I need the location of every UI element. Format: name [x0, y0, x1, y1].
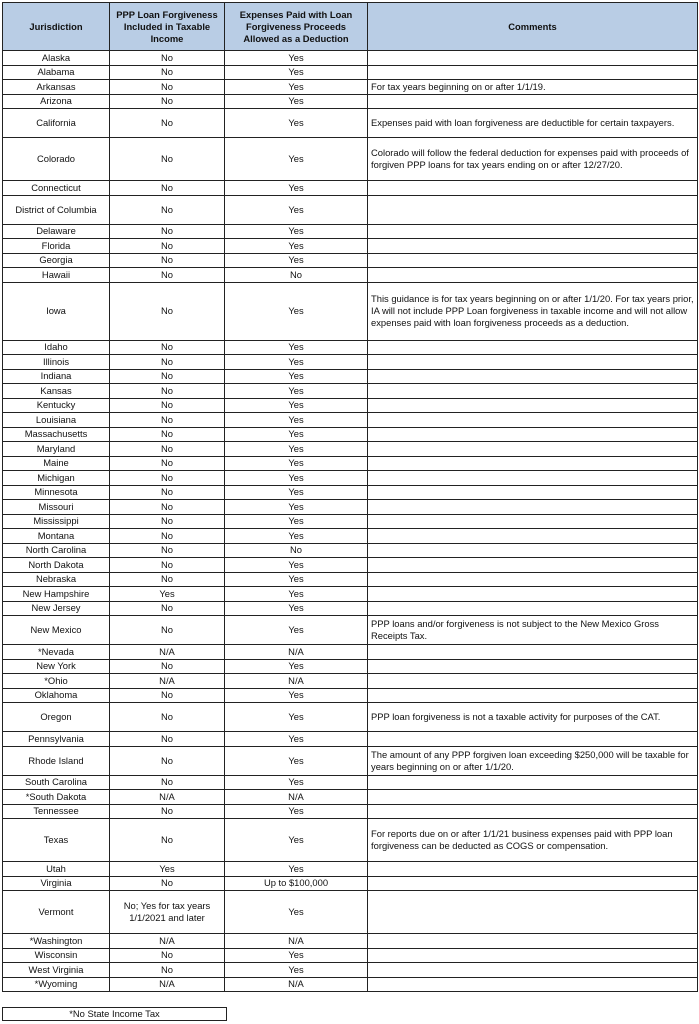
table-row [3, 195, 698, 224]
comment-cell [368, 587, 698, 602]
table-row [3, 282, 698, 340]
income-cell: No [110, 239, 225, 254]
table-header-row [3, 3, 698, 51]
comment-cell [368, 427, 698, 442]
deduction-cell: Yes [225, 456, 368, 471]
deduction-cell: No [225, 543, 368, 558]
jurisdiction-cell: Oregon [3, 703, 110, 732]
jurisdiction-cell: North Carolina [3, 543, 110, 558]
deduction-cell: No [225, 268, 368, 283]
deduction-cell: Yes [225, 181, 368, 196]
comment-cell: Expenses paid with loan forgiveness are deductible for certain taxpayers. [368, 109, 698, 138]
comment-cell [368, 963, 698, 978]
comment-cell [368, 413, 698, 428]
income-cell: No [110, 948, 225, 963]
jurisdiction-cell: Maryland [3, 442, 110, 457]
table-row [3, 732, 698, 747]
jurisdiction-cell: Rhode Island [3, 746, 110, 775]
table-row [3, 413, 698, 428]
table-row [3, 543, 698, 558]
deduction-cell: Yes [225, 427, 368, 442]
comment-cell [368, 674, 698, 689]
table-body [3, 51, 698, 992]
income-cell: No [110, 703, 225, 732]
jurisdiction-cell: Minnesota [3, 485, 110, 500]
table-row [3, 471, 698, 486]
comment-cell [368, 948, 698, 963]
table-row [3, 601, 698, 616]
deduction-cell: Yes [225, 224, 368, 239]
table-row [3, 239, 698, 254]
table-row [3, 340, 698, 355]
comment-cell [368, 456, 698, 471]
income-cell: No [110, 427, 225, 442]
income-cell: Yes [110, 862, 225, 877]
table-row [3, 442, 698, 457]
income-cell: No [110, 529, 225, 544]
jurisdiction-cell: Georgia [3, 253, 110, 268]
income-cell: No [110, 398, 225, 413]
jurisdiction-cell: Massachusetts [3, 427, 110, 442]
table-row [3, 485, 698, 500]
table-row [3, 514, 698, 529]
comment-cell [368, 195, 698, 224]
jurisdiction-cell: Michigan [3, 471, 110, 486]
deduction-cell: Yes [225, 659, 368, 674]
deduction-cell: Yes [225, 616, 368, 645]
deduction-cell: Yes [225, 514, 368, 529]
income-cell: No [110, 485, 225, 500]
jurisdiction-cell: *Nevada [3, 645, 110, 660]
table-row [3, 775, 698, 790]
income-cell: No [110, 442, 225, 457]
jurisdiction-cell: Texas [3, 819, 110, 862]
table-row [3, 558, 698, 573]
comment-cell [368, 355, 698, 370]
comment-cell [368, 500, 698, 515]
table-row [3, 587, 698, 602]
income-cell: Yes [110, 587, 225, 602]
comment-cell [368, 601, 698, 616]
jurisdiction-cell: *Ohio [3, 674, 110, 689]
comment-cell: Colorado will follow the federal deduction for expenses paid with proceeds of forgiven PPP loans for tax years ending on or after 12/27/20. [368, 138, 698, 181]
income-cell: No [110, 355, 225, 370]
deduction-cell: Yes [225, 804, 368, 819]
jurisdiction-cell: Oklahoma [3, 688, 110, 703]
comment-cell [368, 558, 698, 573]
jurisdiction-cell: Louisiana [3, 413, 110, 428]
jurisdiction-cell: New Jersey [3, 601, 110, 616]
table-row [3, 138, 698, 181]
table-row [3, 94, 698, 109]
income-cell: No [110, 80, 225, 95]
table-row [3, 819, 698, 862]
deduction-cell: N/A [225, 645, 368, 660]
jurisdiction-cell: Delaware [3, 224, 110, 239]
comment-cell [368, 804, 698, 819]
deduction-cell: N/A [225, 977, 368, 992]
income-cell: No [110, 543, 225, 558]
table-row [3, 746, 698, 775]
income-cell: No [110, 109, 225, 138]
income-cell: No [110, 804, 225, 819]
income-cell: No [110, 471, 225, 486]
jurisdiction-cell: South Carolina [3, 775, 110, 790]
income-cell: No [110, 369, 225, 384]
income-cell: No [110, 775, 225, 790]
comment-cell [368, 891, 698, 934]
deduction-cell: Yes [225, 239, 368, 254]
comment-cell [368, 369, 698, 384]
comment-cell [368, 384, 698, 399]
jurisdiction-cell: Arkansas [3, 80, 110, 95]
comment-cell: This guidance is for tax years beginning on or after 1/1/20. For tax years prior, IA will not include PPP Loan forgiveness in taxable income and will not allow expenses paid with loan forgiveness proceeds as a deduction. [368, 282, 698, 340]
table-row [3, 80, 698, 95]
jurisdiction-cell: Pennsylvania [3, 732, 110, 747]
deduction-cell: Yes [225, 109, 368, 138]
deduction-cell: Yes [225, 732, 368, 747]
table-row [3, 659, 698, 674]
table-row [3, 456, 698, 471]
table-row [3, 529, 698, 544]
jurisdiction-cell: Florida [3, 239, 110, 254]
comment-cell [368, 659, 698, 674]
comment-cell [368, 862, 698, 877]
deduction-cell: Yes [225, 529, 368, 544]
header-jurisdiction: Jurisdiction [3, 3, 110, 51]
deduction-cell: Yes [225, 485, 368, 500]
deduction-cell: Yes [225, 963, 368, 978]
jurisdiction-cell: Vermont [3, 891, 110, 934]
comment-cell: The amount of any PPP forgiven loan exceeding $250,000 will be taxable for years beginning on or after 1/1/20. [368, 746, 698, 775]
comment-cell [368, 934, 698, 949]
income-cell: No [110, 963, 225, 978]
jurisdiction-cell: New Mexico [3, 616, 110, 645]
jurisdiction-cell: Nebraska [3, 572, 110, 587]
comment-cell [368, 398, 698, 413]
income-cell: No [110, 456, 225, 471]
income-cell: No [110, 688, 225, 703]
deduction-cell: Yes [225, 572, 368, 587]
table-row [3, 109, 698, 138]
comment-cell [368, 181, 698, 196]
table-row [3, 934, 698, 949]
income-cell: No [110, 282, 225, 340]
jurisdiction-cell: Idaho [3, 340, 110, 355]
income-cell: No [110, 558, 225, 573]
income-cell: No; Yes for tax years 1/1/2021 and later [110, 891, 225, 934]
income-cell: N/A [110, 790, 225, 805]
jurisdiction-cell: Arizona [3, 94, 110, 109]
table-row [3, 572, 698, 587]
table-row [3, 876, 698, 891]
jurisdiction-cell: Maine [3, 456, 110, 471]
jurisdiction-cell: Utah [3, 862, 110, 877]
jurisdiction-cell: Alaska [3, 51, 110, 66]
ppp-forgiveness-table [2, 2, 698, 992]
income-cell: No [110, 876, 225, 891]
table-row [3, 804, 698, 819]
comment-cell: For reports due on or after 1/1/21 business expenses paid with PPP loan forgiveness can be deducted as COGS or compensation. [368, 819, 698, 862]
deduction-cell: Yes [225, 80, 368, 95]
deduction-cell: Yes [225, 253, 368, 268]
jurisdiction-cell: *Washington [3, 934, 110, 949]
deduction-cell: Yes [225, 688, 368, 703]
comment-cell [368, 239, 698, 254]
jurisdiction-cell: District of Columbia [3, 195, 110, 224]
table-row [3, 384, 698, 399]
income-cell: No [110, 340, 225, 355]
table-row [3, 268, 698, 283]
jurisdiction-cell: Wisconsin [3, 948, 110, 963]
income-cell: No [110, 572, 225, 587]
comment-cell [368, 224, 698, 239]
deduction-cell: Yes [225, 138, 368, 181]
deduction-cell: Yes [225, 891, 368, 934]
table-row [3, 398, 698, 413]
table-row [3, 355, 698, 370]
comment-cell [368, 645, 698, 660]
jurisdiction-cell: New York [3, 659, 110, 674]
jurisdiction-cell: Tennessee [3, 804, 110, 819]
header-income: PPP Loan Forgiveness Included in Taxable Income [110, 3, 225, 51]
deduction-cell: Yes [225, 340, 368, 355]
table-row [3, 977, 698, 992]
comment-cell [368, 529, 698, 544]
comment-cell [368, 51, 698, 66]
comment-cell [368, 471, 698, 486]
deduction-cell: Yes [225, 471, 368, 486]
comment-cell [368, 268, 698, 283]
comment-cell [368, 543, 698, 558]
income-cell: No [110, 65, 225, 80]
deduction-cell: Yes [225, 413, 368, 428]
jurisdiction-cell: West Virginia [3, 963, 110, 978]
comment-cell: For tax years beginning on or after 1/1/19. [368, 80, 698, 95]
deduction-cell: N/A [225, 790, 368, 805]
income-cell: No [110, 746, 225, 775]
deduction-cell: Yes [225, 398, 368, 413]
comment-cell [368, 442, 698, 457]
jurisdiction-cell: Kansas [3, 384, 110, 399]
income-cell: No [110, 601, 225, 616]
table-row [3, 181, 698, 196]
deduction-cell: Yes [225, 948, 368, 963]
comment-cell [368, 514, 698, 529]
table-row [3, 645, 698, 660]
table-row [3, 616, 698, 645]
jurisdiction-cell: Hawaii [3, 268, 110, 283]
income-cell: No [110, 413, 225, 428]
comment-cell [368, 790, 698, 805]
income-cell: No [110, 819, 225, 862]
jurisdiction-cell: Connecticut [3, 181, 110, 196]
income-cell: No [110, 51, 225, 66]
table-row [3, 427, 698, 442]
comment-cell: PPP loans and/or forgiveness is not subject to the New Mexico Gross Receipts Tax. [368, 616, 698, 645]
deduction-cell: Yes [225, 94, 368, 109]
jurisdiction-cell: *South Dakota [3, 790, 110, 805]
deduction-cell: Yes [225, 51, 368, 66]
comment-cell: PPP loan forgiveness is not a taxable activity for purposes of the CAT. [368, 703, 698, 732]
table-row [3, 65, 698, 80]
income-cell: N/A [110, 645, 225, 660]
deduction-cell: N/A [225, 934, 368, 949]
table-row [3, 253, 698, 268]
income-cell: No [110, 732, 225, 747]
deduction-cell: Yes [225, 442, 368, 457]
jurisdiction-cell: North Dakota [3, 558, 110, 573]
jurisdiction-cell: Colorado [3, 138, 110, 181]
comment-cell [368, 253, 698, 268]
income-cell: No [110, 268, 225, 283]
header-comments: Comments [368, 3, 698, 51]
table-row [3, 948, 698, 963]
deduction-cell: Yes [225, 355, 368, 370]
income-cell: No [110, 253, 225, 268]
table-row [3, 790, 698, 805]
income-cell: No [110, 384, 225, 399]
comment-cell [368, 977, 698, 992]
income-cell: No [110, 181, 225, 196]
income-cell: No [110, 659, 225, 674]
jurisdiction-cell: California [3, 109, 110, 138]
table-row [3, 500, 698, 515]
table-row [3, 369, 698, 384]
comment-cell [368, 732, 698, 747]
table-row [3, 688, 698, 703]
income-cell: No [110, 514, 225, 529]
comment-cell [368, 340, 698, 355]
deduction-cell: Yes [225, 587, 368, 602]
income-cell: No [110, 94, 225, 109]
jurisdiction-cell: Iowa [3, 282, 110, 340]
deduction-cell: Yes [225, 282, 368, 340]
header-deduction: Expenses Paid with Loan Forgiveness Proceeds Allowed as a Deduction [225, 3, 368, 51]
jurisdiction-cell: Kentucky [3, 398, 110, 413]
deduction-cell: Yes [225, 195, 368, 224]
table-row [3, 703, 698, 732]
jurisdiction-cell: Mississippi [3, 514, 110, 529]
deduction-cell: Yes [225, 558, 368, 573]
jurisdiction-cell: Virginia [3, 876, 110, 891]
income-cell: No [110, 138, 225, 181]
deduction-cell: Yes [225, 746, 368, 775]
deduction-cell: Yes [225, 819, 368, 862]
footnote: *No State Income Tax [2, 1007, 227, 1021]
deduction-cell: N/A [225, 674, 368, 689]
deduction-cell: Yes [225, 65, 368, 80]
comment-cell [368, 65, 698, 80]
table-row [3, 963, 698, 978]
jurisdiction-cell: Alabama [3, 65, 110, 80]
deduction-cell: Yes [225, 369, 368, 384]
table-row [3, 51, 698, 66]
income-cell: N/A [110, 977, 225, 992]
deduction-cell: Yes [225, 384, 368, 399]
comment-cell [368, 688, 698, 703]
comment-cell [368, 876, 698, 891]
deduction-cell: Yes [225, 500, 368, 515]
income-cell: No [110, 224, 225, 239]
table-row [3, 224, 698, 239]
deduction-cell: Yes [225, 775, 368, 790]
jurisdiction-cell: New Hampshire [3, 587, 110, 602]
income-cell: No [110, 616, 225, 645]
deduction-cell: Yes [225, 703, 368, 732]
comment-cell [368, 485, 698, 500]
deduction-cell: Up to $100,000 [225, 876, 368, 891]
table-row [3, 862, 698, 877]
jurisdiction-cell: Montana [3, 529, 110, 544]
jurisdiction-cell: *Wyoming [3, 977, 110, 992]
deduction-cell: Yes [225, 601, 368, 616]
comment-cell [368, 572, 698, 587]
comment-cell [368, 775, 698, 790]
deduction-cell: Yes [225, 862, 368, 877]
income-cell: No [110, 500, 225, 515]
table-row [3, 891, 698, 934]
comment-cell [368, 94, 698, 109]
income-cell: No [110, 195, 225, 224]
jurisdiction-cell: Indiana [3, 369, 110, 384]
income-cell: N/A [110, 674, 225, 689]
table-row [3, 674, 698, 689]
jurisdiction-cell: Missouri [3, 500, 110, 515]
jurisdiction-cell: Illinois [3, 355, 110, 370]
income-cell: N/A [110, 934, 225, 949]
